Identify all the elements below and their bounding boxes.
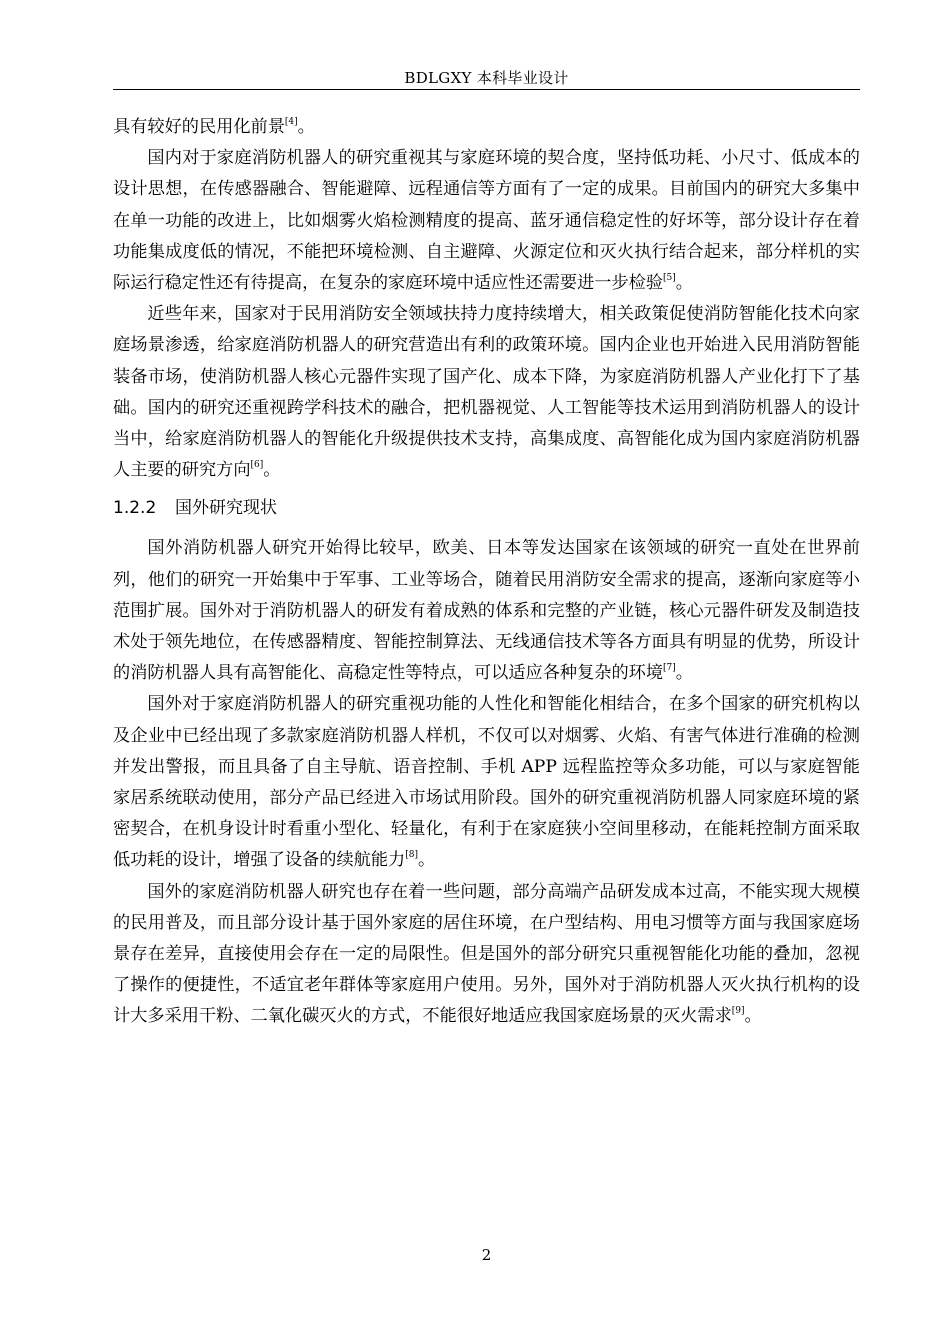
paragraph-text: 国外的家庭消防机器人研究也存在着一些问题，部分高端产品研发成本过高，不能实现大规模的民用普及，而且部分设计基于国外家庭的居住环境，在户型结构、用电习惯等方面与我国家庭场景存在差异，直接使用会存在一定的局限性。但是国外的部分研究只重视智能化功能的叠加，忽视了操作的便捷性，不适宜老年群体等家庭用户使用。另外，国外对于消防机器人灭火执行机构的设计大多采用干粉、二氧化碳灭火的方式，不能很好地适应我国家庭场景的灭火需求 (113, 881, 860, 1027)
paragraph (113, 877, 860, 1033)
paragraph (113, 689, 860, 876)
paragraph-text: 国外对于家庭消防机器人的研究重视功能的人性化和智能化相结合，在多个国家的研究机构以及企业中已经出现了多款家庭消防机器人样机，不仅可以对烟雾、火焰、有害气体进行准确的检测并发出警报，而且具备了自主导航、语音控制、手机 APP 远程监控等众多功能，可以与家庭智能家居系统联动使用，部分产品已经进入市场试用阶段。国外的研究重视消防机器人同家庭环境的紧密契合，在机身设计时看重小型化、轻量化，有利于在家庭狭小空间里移动，在能耗控制方面采取低功耗的设计，增强了设备的续航能力 (113, 694, 860, 871)
section-number: 1.2.2 (113, 498, 157, 519)
body-text (113, 112, 860, 1033)
citation: [8] (405, 850, 418, 861)
paragraph-end: 。 (744, 1006, 762, 1027)
paragraph-end: 。 (417, 850, 436, 871)
citation: [5] (663, 273, 676, 284)
paragraph-text: 国内对于家庭消防机器人的研究重视其与家庭环境的契合度，坚持低功耗、小尺寸、低成本的设计思想，在传感器融合、智能避障、远程通信等方面有了一定的成果。目前国内的研究大多集中在单一功能的改进上，比如烟雾火焰检测精度的提高、蓝牙通信稳定性的好坏等，部分设计存在着功能集成度低的情况，不能把环境检测、自主避障、火源定位和灭火执行结合起来，部分样机的实际运行稳定性还有待提高，在复杂的家庭环境中适应性还需要进一步检验 (113, 148, 860, 294)
section-title: 国外研究现状 (175, 498, 277, 519)
paragraph (113, 299, 860, 486)
paragraph-end: 。 (297, 117, 315, 137)
paragraph-end: 。 (263, 460, 281, 481)
paragraph-end: 。 (675, 273, 693, 294)
paragraph-text: 国外消防机器人研究开始得比较早，欧美、日本等发达国家在该领域的研究一直处在世界前列，他们的研究一开始集中于军事、工业等场合，随着民用消防安全需求的提高，逐渐向家庭等小范围扩展。国外对于消防机器人的研发有着成熟的体系和完整的产业链，核心元器件研发及制造技术处于领先地位，在传感器精度、智能控制算法、无线通信技术等各方面具有明显的优势，所设计的消防机器人具有高智能化、高稳定性等特点，可以适应各种复杂的环境 (113, 538, 860, 684)
paragraph (113, 143, 860, 299)
section-heading (113, 486, 860, 533)
citation: [6] (250, 460, 264, 471)
paragraph-continuation (113, 112, 860, 143)
paragraph-text: 具有较好的民用化前景 (113, 117, 285, 137)
paragraph-end: 。 (675, 663, 693, 684)
page-header: BDLGXY 本科毕业设计 (404, 69, 569, 87)
citation: [7] (663, 663, 676, 674)
citation: [9] (731, 1006, 745, 1017)
page-number: 2 (481, 1246, 492, 1264)
paragraph (113, 533, 860, 689)
citation: [4] (284, 117, 298, 127)
header-rule (113, 89, 860, 90)
paragraph-text: 近些年来，国家对于民用消防安全领域扶持力度持续增大，相关政策促使消防智能化技术向家庭场景渗透，给家庭消防机器人的研究营造出有利的政策环境。国内企业也开始进入民用消防智能装备市场，使消防机器人核心元器件实现了国产化、成本下降，为家庭消防机器人产业化打下了基础。国内的研究还重视跨学科技术的融合，把机器视觉、人工智能等技术运用到消防机器人的设计当中，给家庭消防机器人的智能化升级提供技术支持，高集成度、高智能化成为国内家庭消防机器人主要的研究方向 (113, 304, 860, 481)
